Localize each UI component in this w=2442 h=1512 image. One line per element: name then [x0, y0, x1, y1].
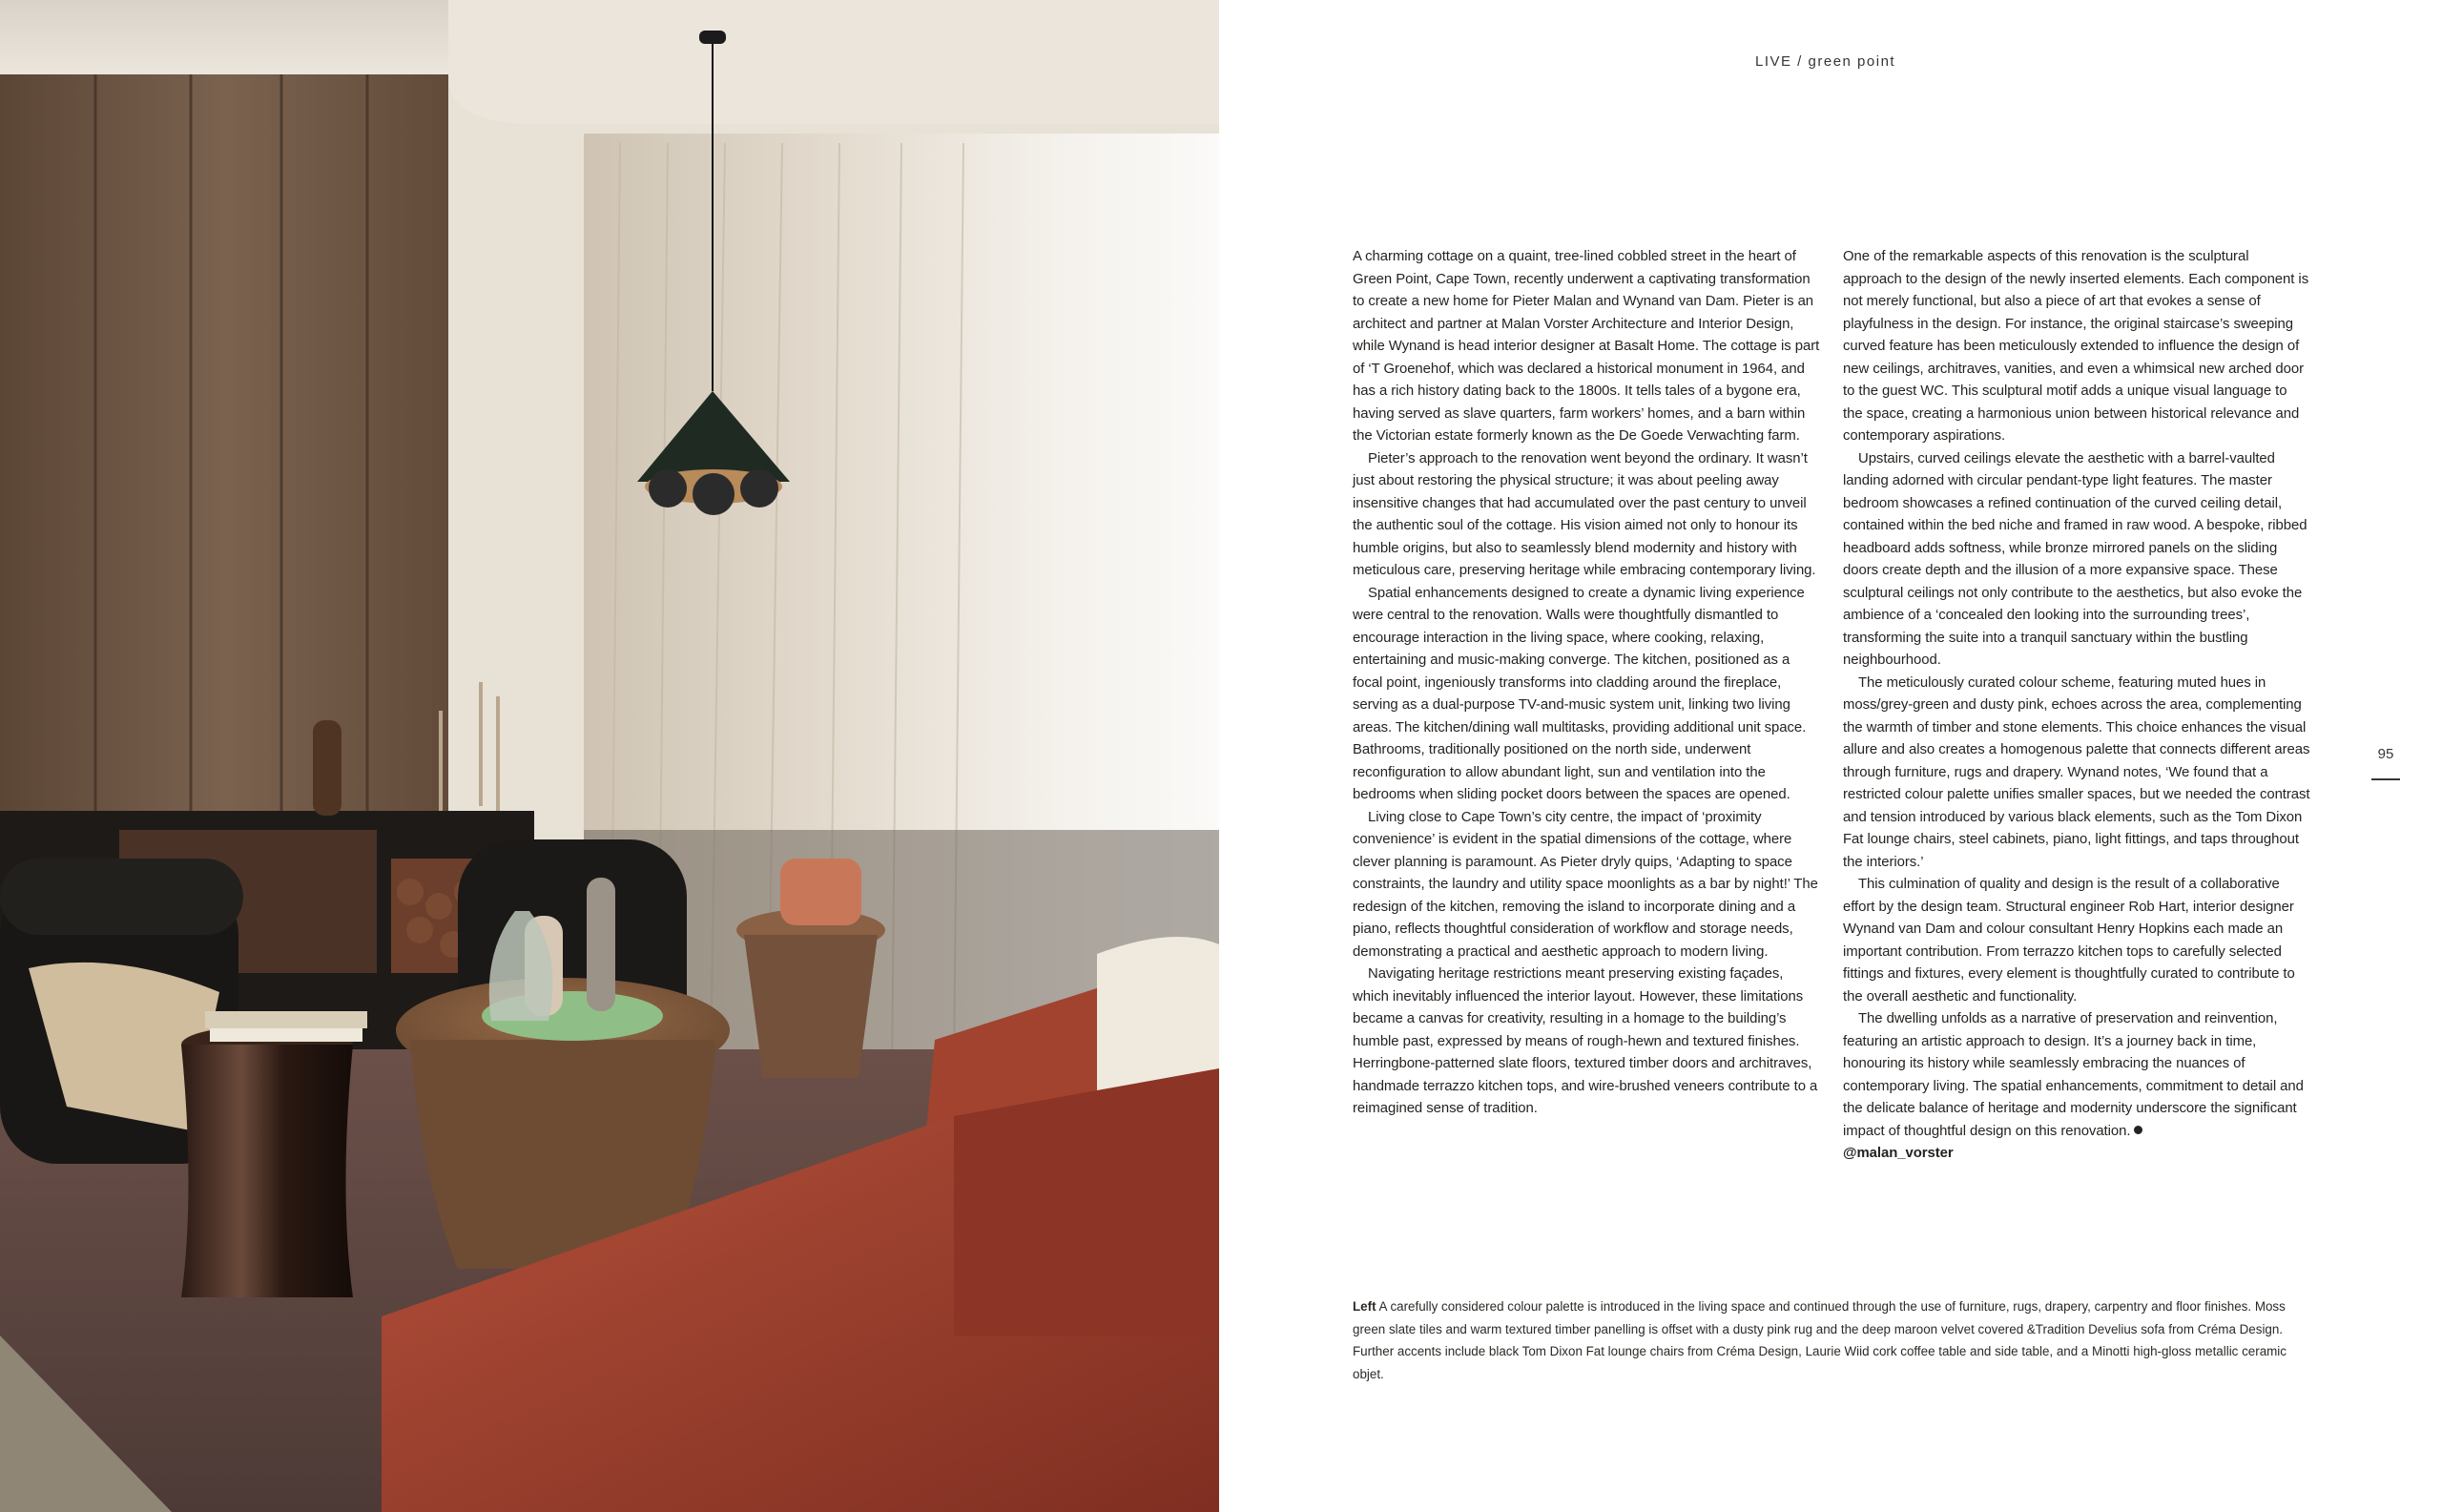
article-paragraph: Navigating heritage restrictions meant preserving existing façades, which inevitably influenced the interior layout. However, these limitations became a canvas for creativity, resulting in a homage to the building’s humble past, expressed by means of rough-hewn and textured finishes. Herringbone-patterned slate floors, textured timber doors and architraves, handmade terrazzo kitchen tops, and wire-brushed veneers contribute to a reimagined sense of tradition.	[1353, 966, 1818, 1116]
article-paragraph: Spatial enhancements designed to create a dynamic living experience were central to the renovation. Walls were thoughtfully dismantled to encourage interaction in the living space, where cooking, relaxing, entertaining and music-making converge. The kitchen, positioned as a focal point, ingeniously transforms into cladding around the fireplace, serving as a dual-purpose TV-and-music system unit, linking two living areas. The kitchen/dining wall multitasks, providing additional unit space. Bathrooms, traditionally positioned on the north side, underwent reconfiguration to allow abundant light, sun and ventilation into the bedrooms when sliding pocket doors between the spaces are opened.	[1353, 585, 1807, 802]
article-page	[1231, 0, 2442, 1512]
living-room-illustration	[0, 0, 1219, 1512]
article-column-right	[1843, 246, 2310, 1166]
article-paragraph: This culmination of quality and design is the result of a collaborative effort by the design team. Structural engineer Rob Hart, interior designer Wynand van Dam and colour consultant Henry Hopkins each made an important contribution. From terrazzo kitchen tops to carefully selected fittings and fixtures, every element is thoughtfully curated to contribute to the overall aesthetic and functionality.	[1843, 877, 2295, 1005]
interior-photo	[0, 0, 1219, 1512]
section-header: LIVE / green point	[1755, 53, 1896, 70]
article-paragraph: A charming cottage on a quaint, tree-lined cobbled street in the heart of Green Point, Cape Town, recently underwent a captivating transformation to create a new home for Pieter Malan and Wynand van Dam. Pieter is an architect and partner at Malan Vorster Architecture and Interior Design, while Wynand is head interior designer at Basalt Home. The cottage is part of ‘T Groenehof, which was declared a historical monument in 1964, and has a rich history dating back to the 1800s. It tells tales of a bygone era, having served as slave quarters, farm workers’ homes, and a barn within the Victorian estate formerly known as the De Goede Verwachting farm.	[1353, 249, 1820, 444]
caption-text: A carefully considered colour palette is introduced in the living space and continued through the use of furniture, rugs, drapery, carpentry and floor finishes. Moss green slate tiles and warm textured timber panelling is offset with a dusty pink rug and the deep maroon velvet covered &Tradition Develius sofa from Créma Design. Further accents include black Tom Dixon Fat lounge chairs from Créma Design, Laurie Wiid cork coffee table and side table, and a Minotti high-gloss metallic ceramic objet.	[1353, 1299, 2287, 1381]
page-number-rule	[2371, 778, 2400, 780]
end-mark-icon	[2134, 1126, 2142, 1134]
article-paragraph-final	[1843, 1008, 2310, 1143]
article-paragraph: The meticulously curated colour scheme, featuring muted hues in moss/grey-green and dusty pink, echoes across the area, complementing the warmth of timber and stone elements. This choice enhances the visual allure and also creates a homogenous palette that connects different areas through furniture, rugs and drapery. Wynand notes, ‘We found that a restricted colour palette unifies smaller spaces, but we needed the contrast and tension introduced by various black elements, such as the Tom Dixon Fat lounge chairs, steel cabinets, piano, light fittings, and taps throughout the interiors.’	[1843, 674, 2310, 870]
article-paragraph: One of the remarkable aspects of this renovation is the sculptural approach to the design of the newly inserted elements. Each component is not merely functional, but also a piece of art that evokes a sense of playfulness in the design. For instance, the original staircase’s sweeping curved feature has been meticulously extended to influence the design of new ceilings, architraves, vanities, and even a whimsical new arched door to the guest WC. This sculptural motif adds a unique visual language to the space, creating a harmonious union between historical relevance and contemporary aspirations.	[1843, 249, 2309, 444]
article-paragraph: Living close to Cape Town’s city centre, the impact of ‘proximity convenience’ is evident in the spatial dimensions of the cottage, where clever planning is paramount. As Pieter dryly quips, ‘Adapting to space constraints, the laundry and utility space moonlights as a bar by night!’ The redesign of the kitchen, removing the island to incorporate dining and a piano, reflects thoughtful consideration of workflow and storage needs, demonstrating a practical and aesthetic approach to modern living.	[1353, 809, 1818, 960]
side-table	[181, 1011, 367, 1297]
article-paragraph: Upstairs, curved ceilings elevate the aesthetic with a barrel-vaulted landing adorned with circular pendant-type light features. The master bedroom showcases a refined continuation of the curved ceiling detail, contained within the bed niche and framed in raw wood. A bespoke, ribbed headboard adds softness, while bronze mirrored panels on the sliding doors create depth and the illusion of a more expansive space. These sculptural ceilings not only contribute to the aesthetics, but also evoke the ambience of a ‘concealed den looking into the surrounding trees’, transforming the suite into a tranquil sanctuary within the bustling neighbourhood.	[1843, 450, 2307, 668]
instagram-handle[interactable]: @malan_vorster	[1843, 1146, 1954, 1161]
page-number: 95	[2377, 746, 2394, 762]
article-paragraph-text: The dwelling unfolds as a narrative of preservation and reinvention, featuring an artistic approach to design. It’s a journey back in time, honouring its history while seamlessly embracing the nuances of contemporary living. The spatial enhancements, commitment to detail and the delicate balance of heritage and modernity underscore the significant impact of thoughtful design on this renovation.	[1843, 1011, 2304, 1139]
article-column-left	[1353, 246, 1820, 1121]
photo-caption	[1353, 1295, 2314, 1385]
timber-panelling	[0, 74, 448, 828]
caption-label: Left	[1353, 1299, 1376, 1314]
article-paragraph: Pieter’s approach to the renovation went beyond the ordinary. It wasn’t just about restoring the physical structure; it was about peeling away insensitive changes that had accumulated over the past century to unveil the authentic soul of the cottage. His vision aimed not only to honour its humble origins, but also to seamlessly blend modernity and history with meticulous care, preserving heritage while embracing contemporary living.	[1353, 450, 1816, 578]
